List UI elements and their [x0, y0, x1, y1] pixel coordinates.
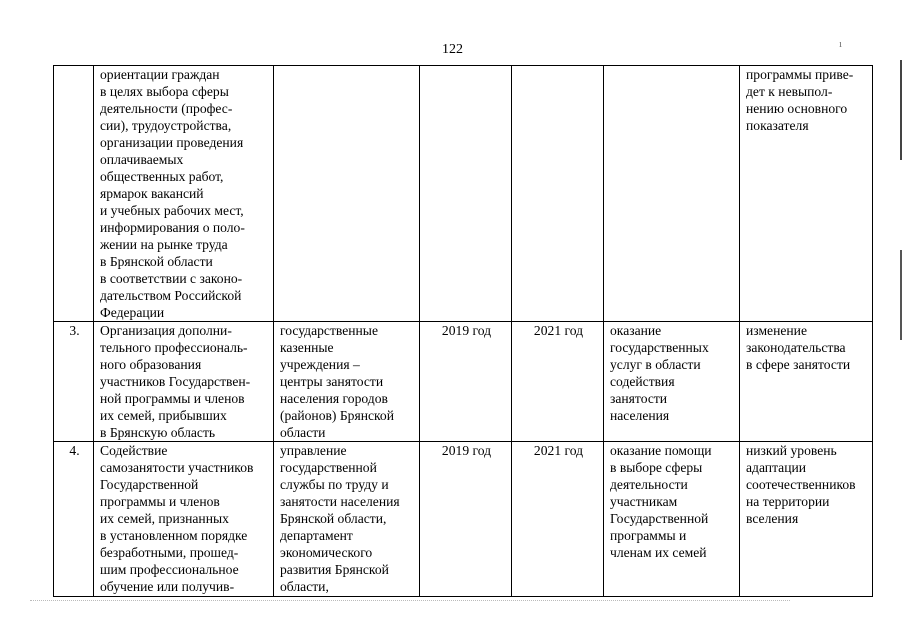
cell-line: содействия: [610, 374, 675, 389]
cell-line: адаптации: [746, 460, 807, 475]
cell-line: оказание помощи: [610, 443, 712, 458]
cell-line: службы по труду и: [280, 477, 389, 492]
cell-line: государственные: [280, 323, 378, 338]
cell-line: нению основного: [746, 101, 848, 116]
cell-line: деятельности: [610, 477, 688, 492]
cell-line: в установленном порядке: [100, 528, 248, 543]
cell-line: в соответствии с законо-: [100, 271, 243, 286]
row-number: 3.: [54, 322, 94, 442]
start-year-cell: [420, 66, 512, 322]
cell-line: области,: [280, 579, 329, 594]
table-row: [54, 322, 873, 442]
end-year-cell: 2021 год: [512, 442, 604, 597]
cell-line: Брянской области,: [280, 511, 387, 526]
cell-line: жении на рынке труда: [100, 237, 228, 252]
cell-line: их семей, признанных: [100, 511, 229, 526]
cell-line: организации проведения: [100, 135, 244, 150]
row-number: [54, 66, 94, 322]
cell-line: ориентации граждан: [100, 67, 220, 82]
cell-line: области: [280, 425, 326, 440]
cell-line: в сфере занятости: [746, 357, 851, 372]
cell-line: тельного профессиональ-: [100, 340, 248, 355]
cell-line: услуг в области: [610, 357, 701, 372]
cell-line: Федерации: [100, 305, 165, 320]
cell-line: информирования о поло-: [100, 220, 245, 235]
page-number: 122: [442, 42, 463, 57]
measure-cell: [94, 442, 274, 597]
result-cell: [604, 66, 740, 322]
start-year-cell: 2019 год: [420, 442, 512, 597]
cell-line: (районов) Брянской: [280, 408, 394, 423]
cell-line: на территории: [746, 494, 830, 509]
cell-line: развития Брянской: [280, 562, 389, 577]
row-number: 4.: [54, 442, 94, 597]
executor-cell: [274, 66, 420, 322]
end-year-cell: [512, 66, 604, 322]
cell-line: программы и членов: [100, 494, 220, 509]
result-cell: [604, 322, 740, 442]
cell-line: вселения: [746, 511, 799, 526]
cell-line: государственной: [280, 460, 377, 475]
cell-line: занятости населения: [280, 494, 400, 509]
cell-line: программы приве-: [746, 67, 854, 82]
cell-line: в Брянскую область: [100, 425, 216, 440]
cell-line: центры занятости: [280, 374, 384, 389]
executor-cell: [274, 442, 420, 597]
cell-line: участников Государствен-: [100, 374, 251, 389]
start-year-cell: 2019 год: [420, 322, 512, 442]
end-year-cell: 2021 год: [512, 322, 604, 442]
cell-line: шим профессиональное: [100, 562, 239, 577]
result-cell: [604, 442, 740, 597]
cell-line: и учебных рабочих мест,: [100, 203, 244, 218]
cell-line: показателя: [746, 118, 809, 133]
cell-line: ного образования: [100, 357, 202, 372]
edge-mark: ı: [839, 38, 843, 50]
cell-line: Содействие: [100, 443, 168, 458]
cell-line: соотечественников: [746, 477, 856, 492]
cell-line: программы и: [610, 528, 687, 543]
cell-line: в Брянской области: [100, 254, 213, 269]
cell-line: департамент: [280, 528, 353, 543]
cell-line: оплачиваемых: [100, 152, 184, 167]
cell-line: населения: [610, 408, 670, 423]
table-row: [54, 66, 873, 322]
measure-cell: [94, 322, 274, 442]
cell-line: управление: [280, 443, 347, 458]
cell-line: общественных работ,: [100, 169, 224, 184]
cell-line: дет к невыпол-: [746, 84, 833, 99]
cell-line: членам их семей: [610, 545, 707, 560]
scan-artifact: [30, 600, 790, 602]
consequence-cell: [740, 322, 873, 442]
measure-cell: [94, 66, 274, 322]
cell-line: ярмарок вакансий: [100, 186, 204, 201]
cell-line: Государственной: [100, 477, 199, 492]
cell-line: учреждения –: [280, 357, 360, 372]
cell-line: низкий уровень: [746, 443, 837, 458]
cell-line: ной программы и членов: [100, 391, 245, 406]
consequence-cell: [740, 66, 873, 322]
consequence-cell: [740, 442, 873, 597]
cell-line: обучение или получив-: [100, 579, 235, 594]
cell-line: оказание: [610, 323, 662, 338]
cell-line: сии), трудоустройства,: [100, 118, 232, 133]
cell-line: деятельности (профес-: [100, 101, 233, 116]
cell-line: законодательства: [746, 340, 846, 355]
cell-line: занятости: [610, 391, 668, 406]
cell-line: казенные: [280, 340, 334, 355]
cell-line: в целях выбора сферы: [100, 84, 229, 99]
cell-line: самозанятости участников: [100, 460, 254, 475]
cell-line: безработными, прошед-: [100, 545, 239, 560]
cell-line: населения городов: [280, 391, 388, 406]
cell-line: изменение: [746, 323, 807, 338]
cell-line: их семей, прибывших: [100, 408, 227, 423]
cell-line: в выборе сферы: [610, 460, 703, 475]
cell-line: Организация дополни-: [100, 323, 232, 338]
scan-edge-line: [900, 250, 902, 340]
executor-cell: [274, 322, 420, 442]
table-row: [54, 442, 873, 597]
cell-line: дательством Российской: [100, 288, 242, 303]
cell-line: государственных: [610, 340, 709, 355]
cell-line: Государственной: [610, 511, 709, 526]
measures-table: [53, 65, 873, 597]
scan-edge-line: [900, 60, 902, 160]
cell-line: экономического: [280, 545, 373, 560]
cell-line: участникам: [610, 494, 678, 509]
